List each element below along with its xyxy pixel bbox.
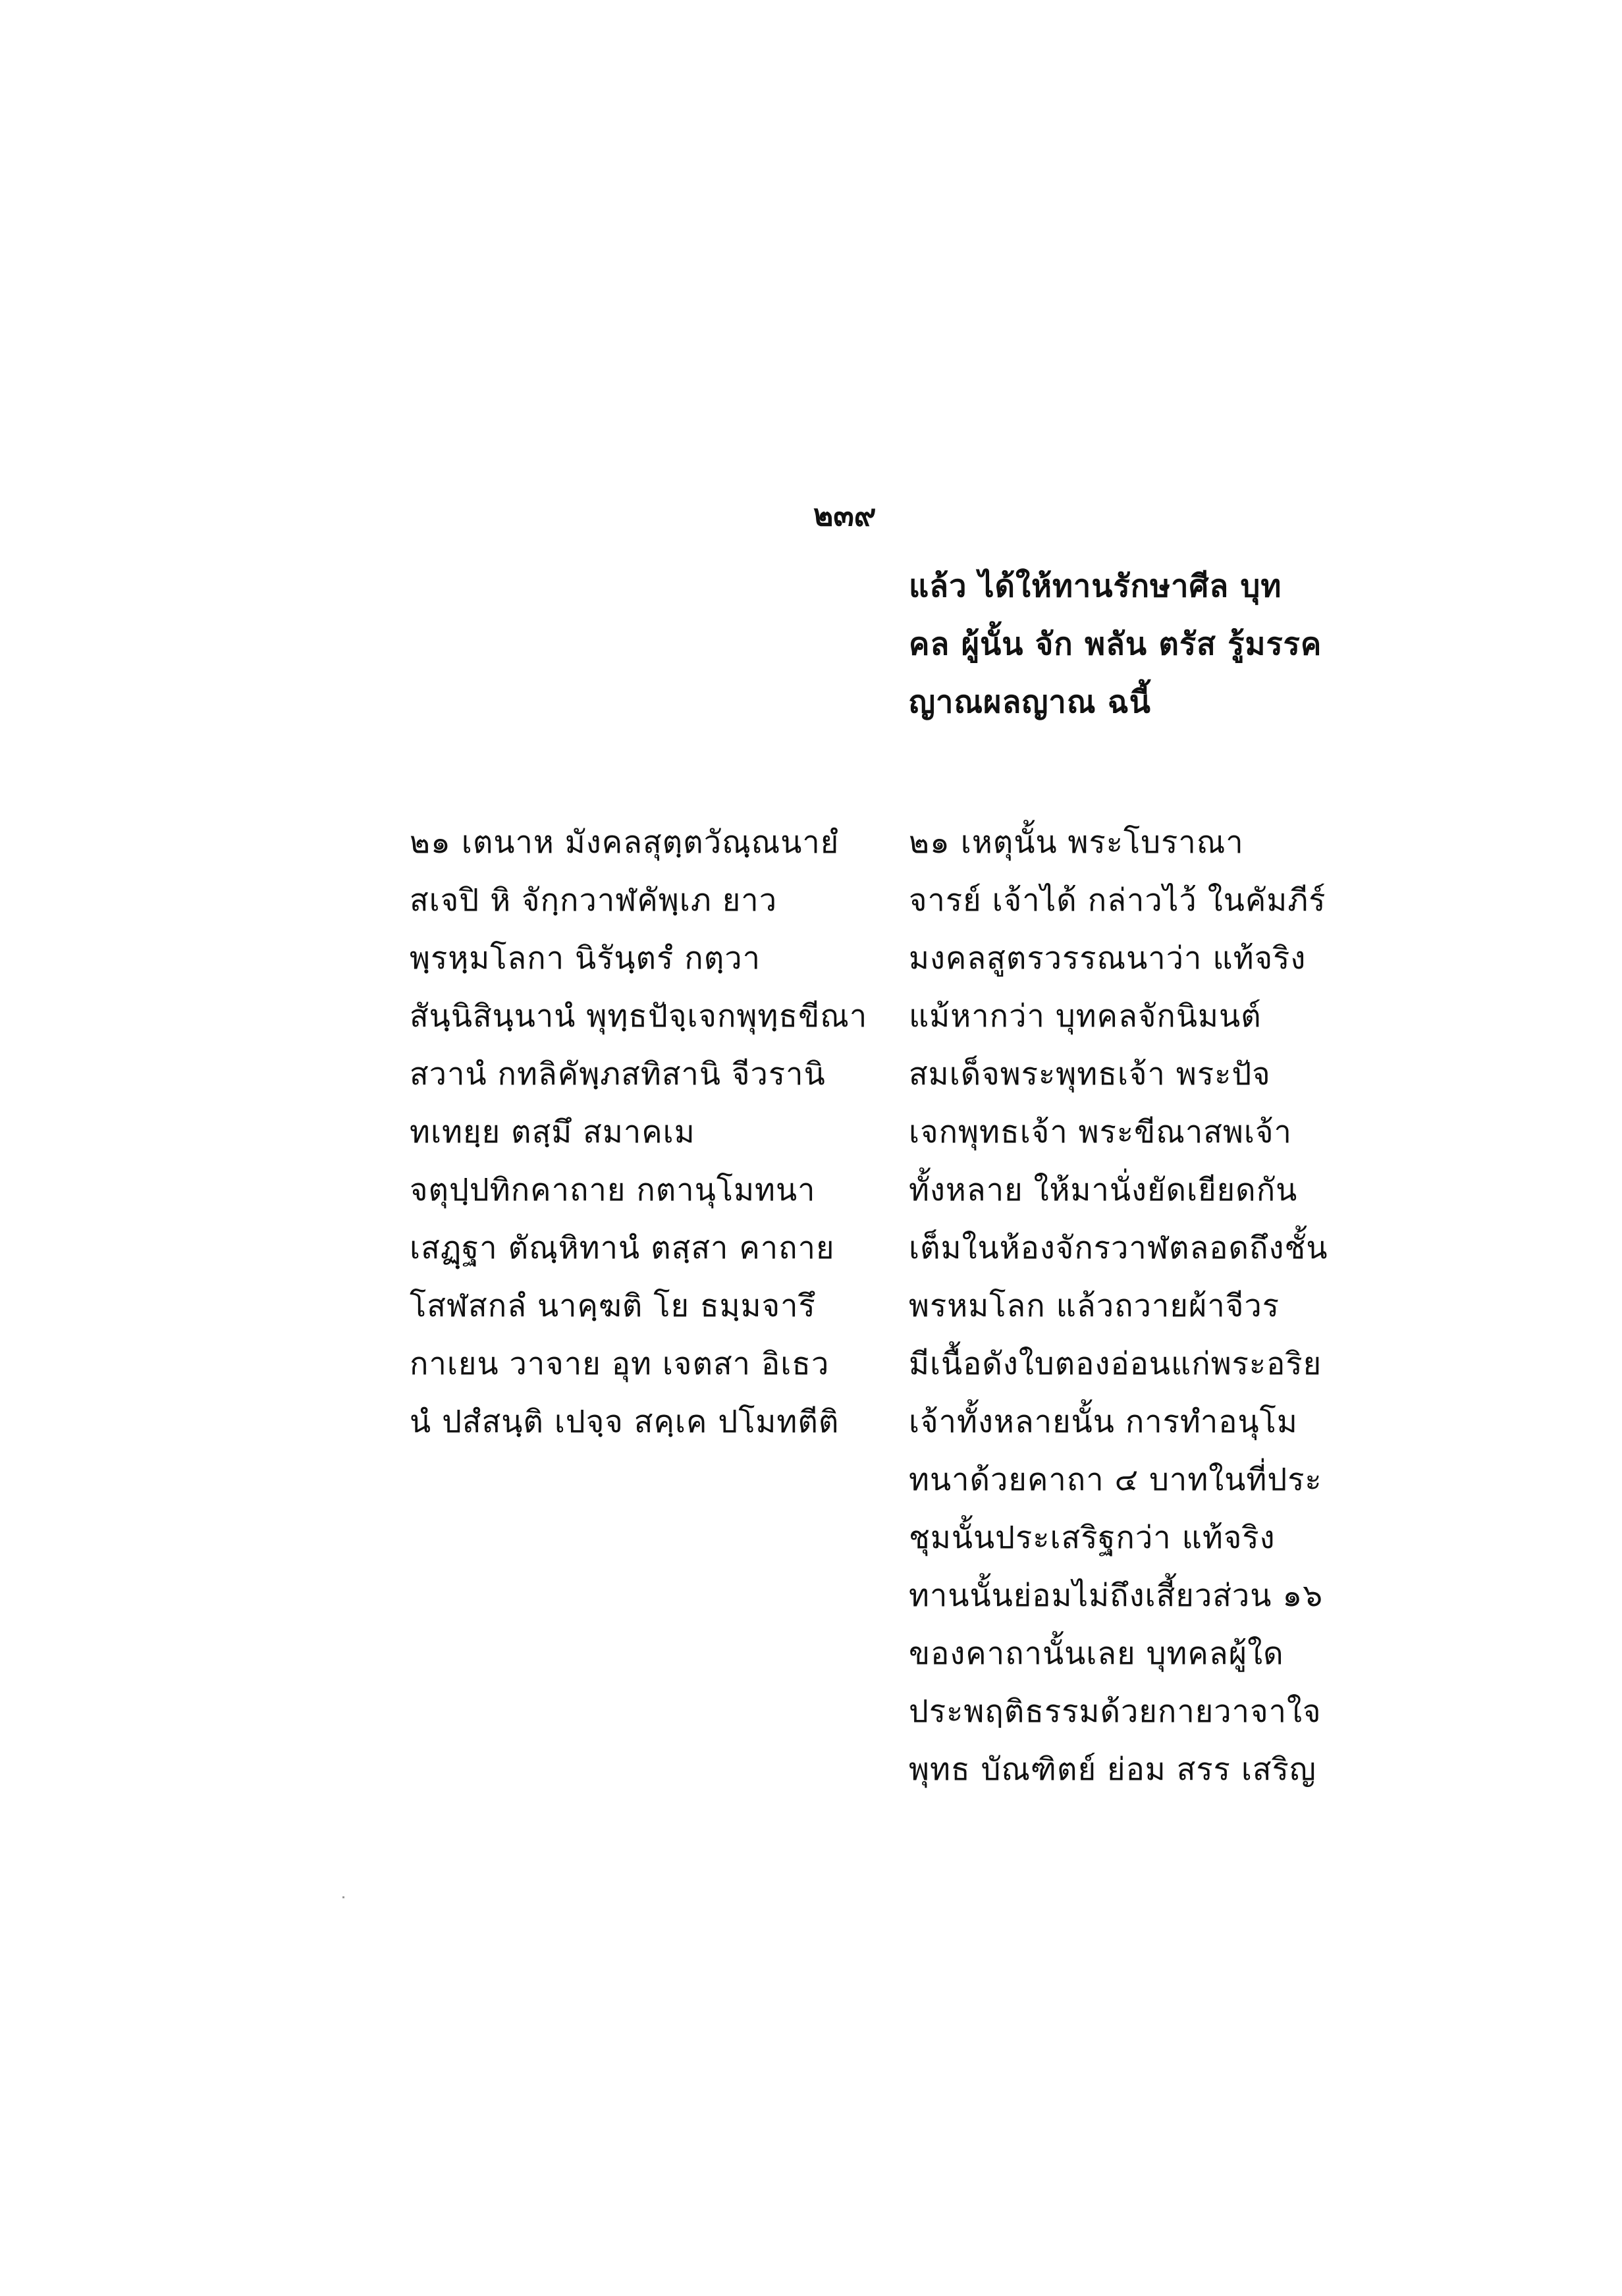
text-line: สเจปิ หิ จักฺกวาฬคัพฺเภ ยาว [410, 882, 778, 919]
text-line: มีเนื้อดังใบตองอ่อนแก่พระอริย [909, 1346, 1322, 1382]
text-line: มงคลสูตรวรรณนาว่า แท้จริง [909, 940, 1307, 976]
text-line: ทนาด้วยคาถา ๔ บาทในที่ประ [909, 1462, 1322, 1498]
text-line: สันฺนิสินฺนานํ พุทฺธปัจฺเจกพุทฺธขีณา [410, 998, 868, 1034]
text-line: พฺรหฺมโลกา นิรันฺตรํ กตฺวา [410, 940, 761, 976]
text-line: ๒๑ เตนาห มังคลสุตฺตวัณฺณนายํ [410, 824, 840, 861]
scan-speck [342, 1896, 344, 1898]
text-line: ชุมนั้นประเสริฐกว่า แท้จริง [909, 1520, 1276, 1556]
text-line: พุทธ บัณฑิตย์ ย่อม สรร เสริญ [909, 1751, 1316, 1788]
text-line: เสฏฺฐา ตัณฺหิทานํ ตสฺสา คาถาย [410, 1230, 835, 1266]
text-line: นํ ปสํสนฺติ เปจฺจ สคฺเค ปโมทตีติ [410, 1404, 840, 1440]
right-column-thai-translation [909, 814, 1328, 1799]
text-line: ทเทยฺย ตสฺมึ สมาคเม [410, 1114, 695, 1150]
left-column-pali-text [410, 814, 871, 1451]
text-line: พรหมโลก แล้วถวายผ้าจีวร [909, 1288, 1280, 1324]
text-line: จารย์ เจ้าได้ กล่าวไว้ ในคัมภีร์ [909, 882, 1326, 919]
text-line: เต็มในห้องจักรวาฬตลอดถึงชั้น [909, 1230, 1328, 1266]
page-number: ๒๓๙ [813, 497, 877, 533]
text-line: เจกพุทธเจ้า พระขีณาสพเจ้า [909, 1114, 1292, 1150]
text-line: แม้หากว่า บุทคลจักนิมนต์ [909, 998, 1262, 1034]
text-line: กาเยน วาจาย อุท เจตสา อิเธว [410, 1346, 830, 1382]
text-line: จตุปฺปทิกคาถาย กตานุโมทนา [410, 1172, 816, 1208]
text-line: ของคาถานั้นเลย บุทคลผู้ใด [909, 1636, 1284, 1672]
text-line: ทั้งหลาย ให้มานั่งยัดเยียดกัน [909, 1172, 1298, 1208]
text-line: คล ผู้นั้น จัก พลัน ตรัส รู้มรรค [909, 626, 1322, 662]
text-line: โสฬสกลํ นาคฺฆติ โย ธมฺมจารึ [410, 1288, 816, 1324]
text-line: ประพฤติธรรมด้วยกายวาจาใจ [909, 1694, 1322, 1730]
right-column-top-continuation [909, 558, 1322, 732]
text-line: แล้ว ได้ให้ทานรักษาศีล บุท [909, 568, 1282, 604]
text-line: เจ้าทั้งหลายนั้น การทำอนุโม [909, 1404, 1298, 1440]
text-line: ๒๑ เหตุนั้น พระโบราณา [909, 824, 1244, 861]
text-line: ญาณผลญาณ ฉนี้ [909, 684, 1151, 720]
text-line: สวานํ กทลิคัพฺภสทิสานิ จีวรานิ [410, 1056, 826, 1092]
text-line: สมเด็จพระพุทธเจ้า พระปัจ [909, 1056, 1271, 1092]
text-line: ทานนั้นย่อมไม่ถึงเสี้ยวส่วน ๑๖ [909, 1578, 1324, 1614]
